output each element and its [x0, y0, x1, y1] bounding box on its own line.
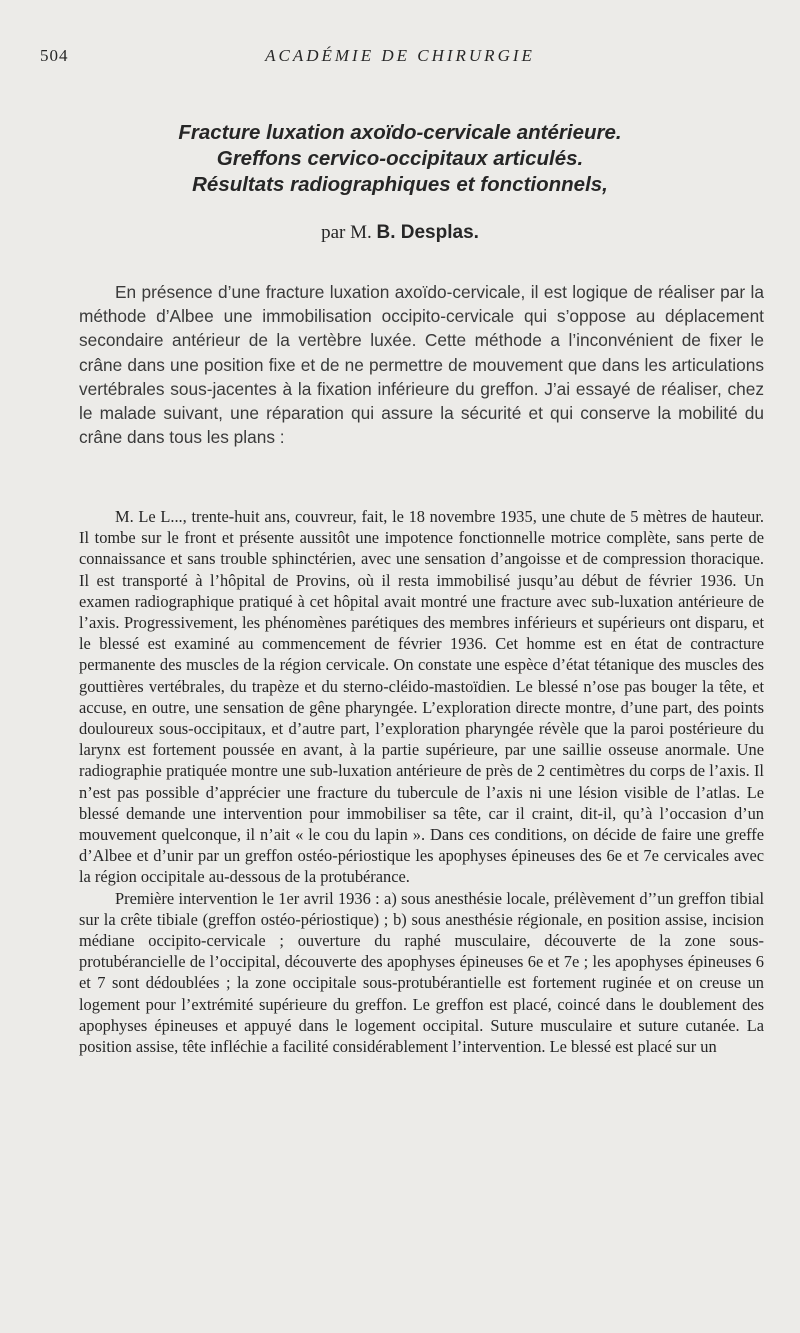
- case-report: [79, 506, 764, 1057]
- author-name: B. Desplas.: [376, 222, 479, 243]
- journal-title: ACADÉMIE DE CHIRURGIE: [265, 46, 535, 65]
- running-header: [40, 46, 760, 70]
- case-paragraph: Première intervention le 1er avril 1936 : a) sous anesthésie locale, prélèvement d’’un greffon tibial sur la crête tibiale (greffon ostéo-périostique) ; b) sous anesthésie régionale, en position assise, incision médiane occipito-cervicale ; ouverture du raphé musculaire, découverte de la zone sous-protubérancielle de l’occipital, découverte des apophyses épineuses 6e et 7e ; les apophyses épineuses 6 et 7 sont dédoublées ; la zone occipitale sous-protubérantielle est fortement ruginée et on creuse un logement pour l’extrémité supérieure du greffon. Le greffon est placé, coincé dans le doublement des apophyses épineuses et appuyé dans le logement occipital. Suture musculaire et suture cutanée. La position assise, tête infléchie a facilité considérablement l’intervention. Le blessé est placé sur un: [79, 888, 764, 1057]
- page-number: 504: [40, 46, 69, 65]
- byline: [0, 222, 800, 244]
- title-line: Résultats radiographiques et fonctionnels,: [192, 173, 608, 196]
- title-line: Greffons cervico-occipitaux articulés.: [216, 147, 584, 170]
- title-line: Fracture luxation axoïdo-cervicale antérieure.: [178, 121, 622, 144]
- article-title: [60, 120, 740, 198]
- intro-paragraph: En présence d’une fracture luxation axoïdo-cervicale, il est logique de réaliser par la méthode d’Albee une immobilisation occipito-cervicale qui s’oppose au déplacement secondaire antérieur de la vertèbre luxée. Cette méthode a l’inconvénient de fixer le crâne dans une position fixe et de ne permettre de mouvement que dans les articulations vertébrales sous-jacentes à la fixation inférieure du greffon. J’ai essayé de réaliser, chez le malade suivant, une réparation qui assure la sécurité et qui conserve la mobilité du crâne dans tous les plans :: [79, 282, 764, 448]
- case-paragraph: M. Le L..., trente-huit ans, couvreur, fait, le 18 novembre 1935, une chute de 5 mètres de hauteur. Il tombe sur le front et présente aussitôt une impotence fonctionnelle motrice complète, sans perte de connaissance et sans trouble sphinctérien, avec une sensation d’angoisse et de compression thoracique. Il est transporté à l’hôpital de Provins, où il resta immobilisé jusqu’au début de février 1936. Un examen radiographique pratiqué à cet hôpital avait montré une fracture avec sub-luxation antérieure de l’axis. Progressivement, les phénomènes parétiques des membres inférieurs et supérieurs ont disparu, et le blessé est examiné au commencement de février 1936. Cet homme est en état de contracture permanente des muscles de la région cervicale. On constate une espèce d’état tétanique des muscles des gouttières vertébrales, du trapèze et du sterno-cléido-mastoïdien. Le blessé n’ose pas bouger la tête, et accuse, en outre, une sensation de gêne pharyngée. L’exploration directe montre, d’une part, des points douloureux sous-occipitaux, et d’autre part, l’exploration pharyngée révèle que la paroi postérieure du larynx est fortement poussée en avant, à la partie supérieure, par une saillie osseuse anormale. Une radiographie pratiquée montre une sub-luxation antérieure de près de 2 centimètres du corps de l’axis. Il n’est pas possible d’apprécier une fracture du tubercule de l’axis ni une lésion visible de l’atlas. Le blessé demande une intervention pour immobiliser sa tête, car il craint, dit-il, qu’à l’occasion d’un mouvement quelconque, il n’ait « le cou du lapin ». Dans ces conditions, on décide de faire une greffe d’Albee et d’unir par un greffon ostéo-périostique les apophyses épineuses des 6e et 7e cervicales avec la région occipitale au-dessous de la protubérance.: [79, 507, 764, 887]
- byline-prefix: par M.: [321, 222, 372, 243]
